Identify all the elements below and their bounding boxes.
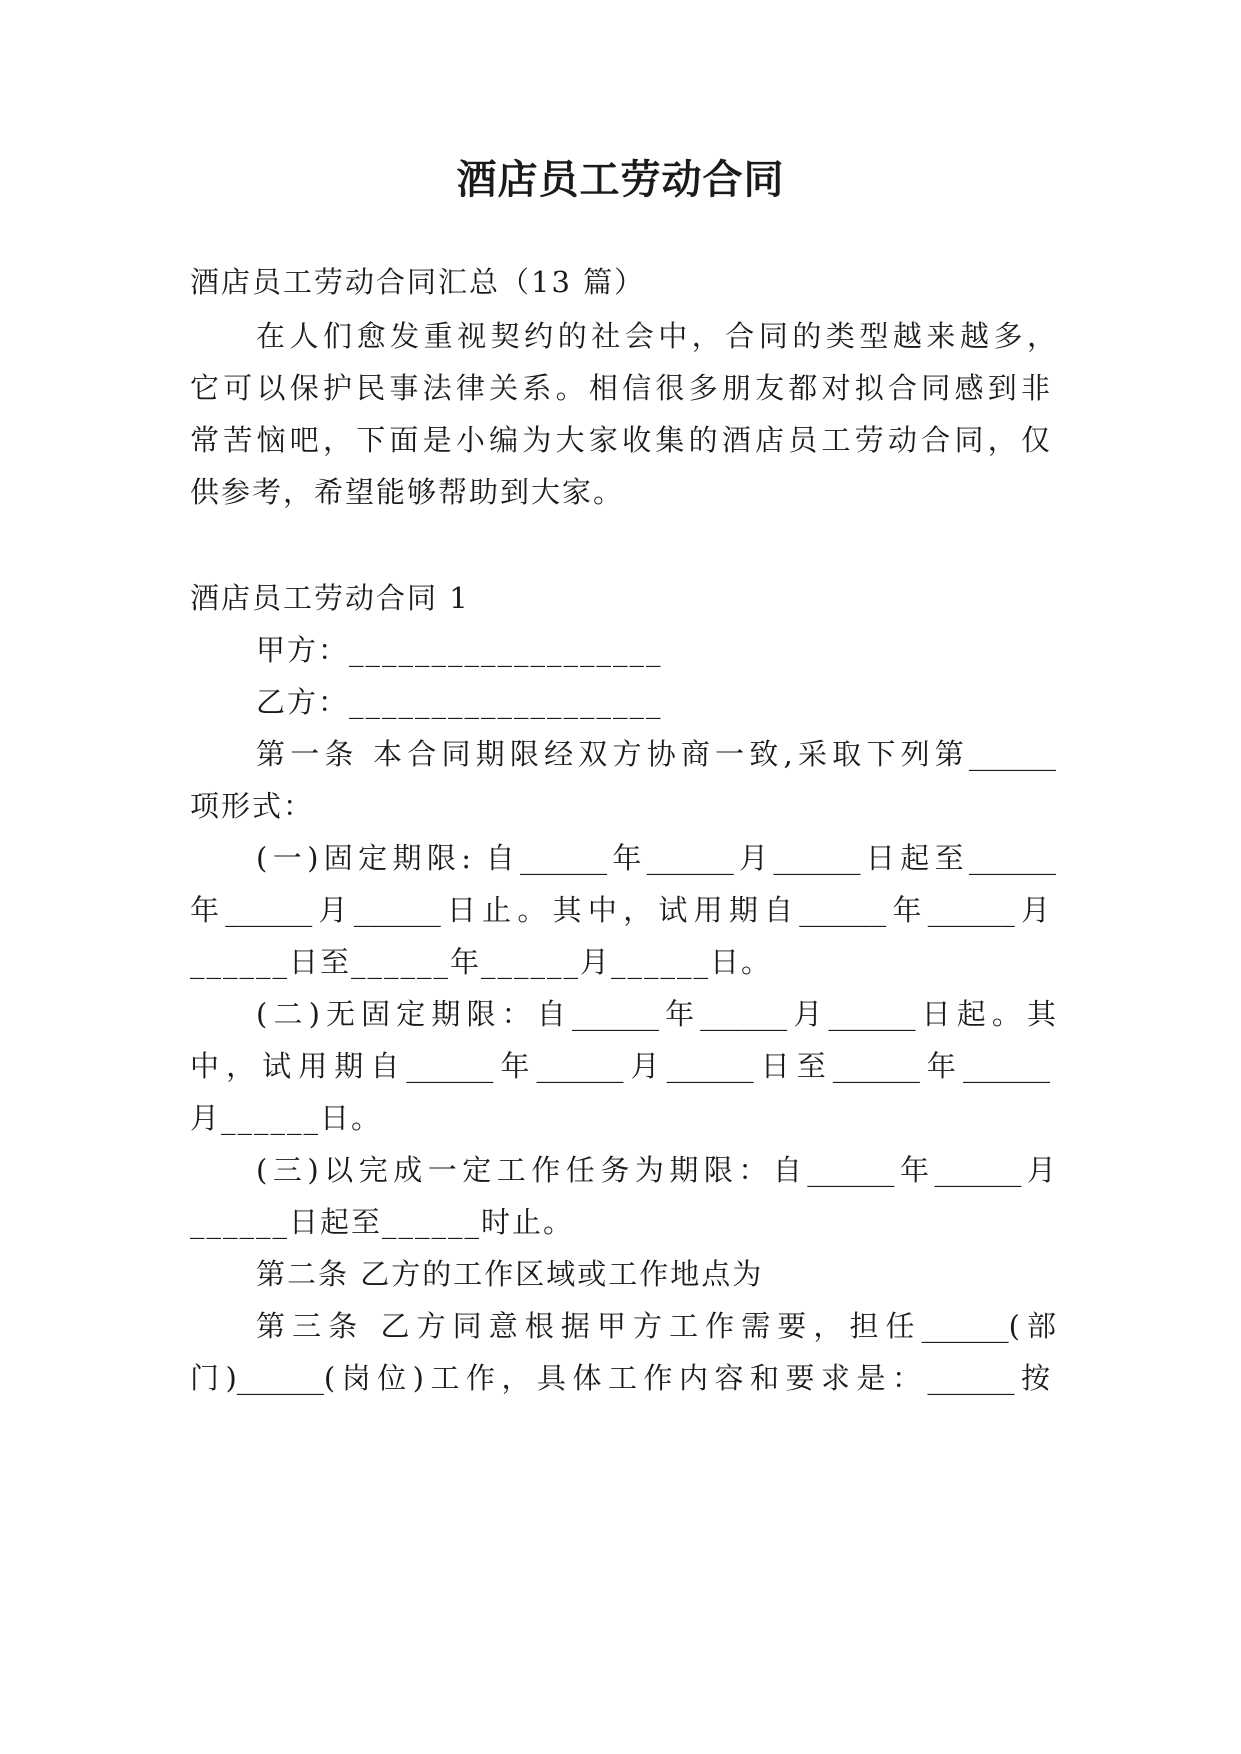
document-title: 酒店员工劳动合同	[456, 156, 785, 203]
party-b-field: 乙方：___________________	[256, 685, 663, 719]
article-line: (二)无固定期限：自______年______月______日起。其	[256, 997, 1056, 1031]
article-line: 年______月______日止。其中，试用期自______年______月	[190, 893, 1050, 927]
article-line: 中，试用期自______年______月______日至______年______	[190, 1049, 1050, 1083]
article-line: 月______日。	[190, 1101, 383, 1135]
article-line: 第二条 乙方的工作区域或工作地点为	[256, 1257, 764, 1291]
article-line: (三)以完成一定工作任务为期限：自______年______月	[256, 1153, 1056, 1187]
collection-heading: 酒店员工劳动合同汇总（13 篇）	[190, 265, 646, 299]
article-line: 第一条 本合同期限经双方协商一致,采取下列第______	[256, 737, 1056, 771]
article-line: 第三条 乙方同意根据甲方工作需要，担任______(部	[256, 1309, 1056, 1343]
article-line: 项形式：	[190, 789, 315, 823]
article-line: 门)______(岗位)工作，具体工作内容和要求是：______按	[190, 1361, 1050, 1395]
intro-paragraph-line: 在人们愈发重视契约的社会中，合同的类型越来越多，	[256, 319, 1056, 353]
contract-heading: 酒店员工劳动合同 1	[190, 581, 470, 615]
intro-paragraph-line: 它可以保护民事法律关系。相信很多朋友都对拟合同感到非	[190, 371, 1050, 405]
article-line: (一)固定期限: 自______年______月______日起至______	[256, 841, 1056, 875]
article-line: ______日起至______时止。	[190, 1205, 575, 1239]
intro-paragraph-line: 常苦恼吧，下面是小编为大家收集的酒店员工劳动合同，仅	[190, 423, 1050, 457]
intro-paragraph-line: 供参考，希望能够帮助到大家。	[190, 475, 625, 509]
party-a-field: 甲方：___________________	[256, 633, 663, 667]
article-line: ______日至______年______月______日。	[190, 945, 773, 979]
